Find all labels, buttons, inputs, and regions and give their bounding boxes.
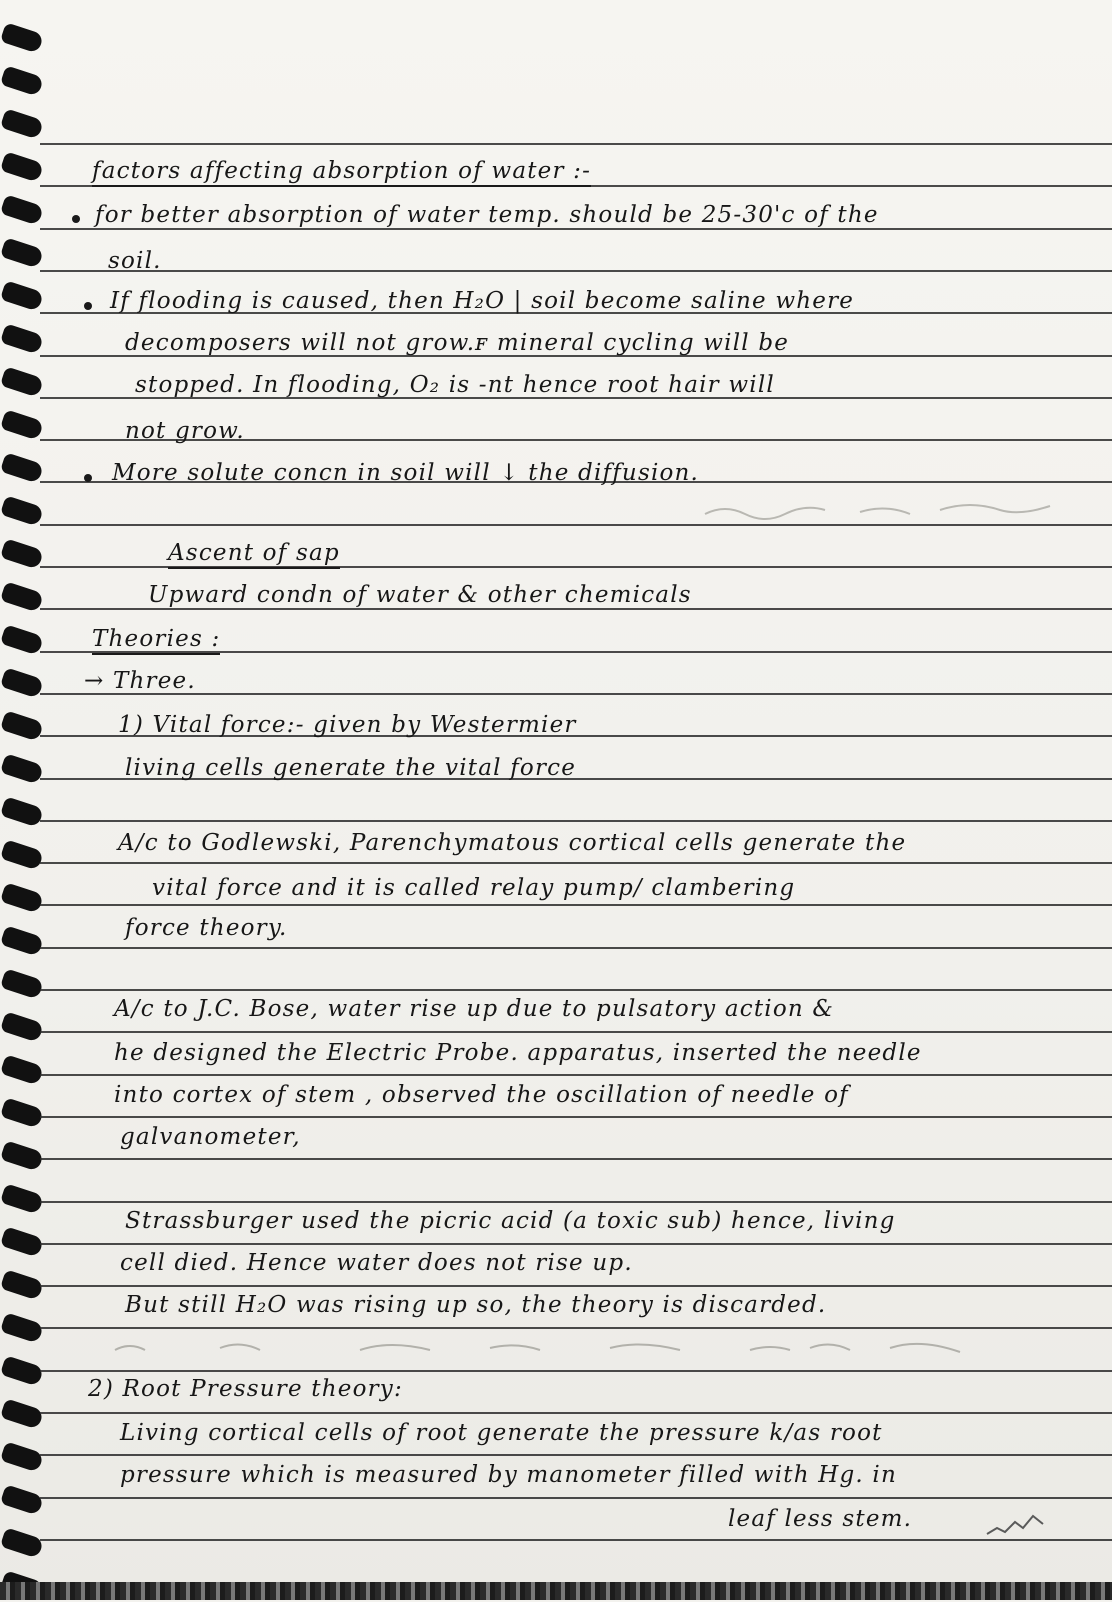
binding-ring [0,1398,44,1429]
binding-ring [0,1527,44,1558]
binding-ring [0,1269,44,1300]
label-text: Theories : [92,626,220,655]
bullet-dot [84,474,92,482]
ruled-line [40,270,1112,272]
binding-ring [0,1011,44,1042]
binding-ring [0,194,44,225]
ruled-line [40,693,1112,695]
note-line: leaf less stem. [728,1506,913,1532]
binding-ring [0,925,44,956]
ruled-line [40,1158,1112,1160]
binding-ring [0,624,44,655]
ruled-line [40,1285,1112,1287]
note-line: soil. [108,248,162,274]
ruled-line [40,228,1112,230]
note-line: not grow. [125,418,245,444]
theories-label [92,626,220,652]
note-line: cell died. Hence water does not rise up. [120,1250,633,1276]
note-line: A/c to Godlewski, Parenchymatous cortical cells generate the [118,830,907,856]
heading-text: factors affecting absorption of water :- [92,158,591,187]
note-line: vital force and it is called relay pump/ clambering [152,875,796,901]
binding-ring [0,323,44,354]
ruled-line [40,1327,1112,1329]
binding-ring [0,796,44,827]
page-bottom-edge [0,1582,1112,1600]
ruled-line [40,820,1112,822]
bleed-through-scribble [110,1336,1010,1362]
bullet-dot [72,215,80,223]
ruled-line [40,1031,1112,1033]
note-line: Living cortical cells of root generate the pressure k/as root [120,1420,883,1446]
note-line: force theory. [125,915,288,941]
binding-ring [0,1484,44,1515]
note-line: he designed the Electric Probe. apparatus, inserted the needle [114,1040,922,1066]
binding-ring [0,1140,44,1171]
heading-absorption-factors [92,158,591,184]
ruled-line [40,989,1112,991]
heading-text: Ascent of sap [168,540,340,569]
binding-ring [0,968,44,999]
theory1-title: 1) Vital force:- given by Westermier [118,712,577,738]
note-line: decomposers will not grow.ꜰ mineral cycling will be [125,330,790,356]
ruled-line [40,1201,1112,1203]
binding-ring [0,667,44,698]
binding-ring [0,538,44,569]
binding-ring [0,1355,44,1386]
note-line: If flooding is caused, then H₂O | soil become saline where [110,288,855,314]
ruled-line [40,608,1112,610]
binding-ring [0,581,44,612]
ruled-line [40,1116,1112,1118]
binding-ring [0,495,44,526]
binding-ring [0,452,44,483]
binding-ring [0,1441,44,1472]
note-line: → Three. [84,668,196,694]
ruled-line [40,1539,1112,1541]
bleed-through-scribble [700,498,1060,524]
binding-ring [0,280,44,311]
ruled-line [40,904,1112,906]
ruled-line [40,143,1112,145]
note-line: A/c to J.C. Bose, water rise up due to pulsatory action & [114,996,835,1022]
binding-ring [0,1054,44,1085]
binding-ring [0,753,44,784]
binding-ring [0,1312,44,1343]
binding-ring [0,1097,44,1128]
heading-ascent-of-sap [168,540,340,566]
ruled-line [40,1497,1112,1499]
binding-ring [0,1183,44,1214]
binding-ring [0,366,44,397]
note-line: galvanometer, [120,1124,301,1150]
bleed-through-scribble [985,1510,1055,1540]
note-line: living cells generate the vital force [125,755,577,781]
note-line: pressure which is measured by manometer filled with Hg. in [120,1462,897,1488]
note-line: for better absorption of water temp. should be 25-30'c of the [95,202,879,228]
ruled-line [40,524,1112,526]
binding-ring [0,409,44,440]
ruled-line [40,1370,1112,1372]
note-line: Upward condn of water & other chemicals [148,582,692,608]
binding-ring [0,1226,44,1257]
binding-ring [0,839,44,870]
ruled-line [40,1243,1112,1245]
binding-ring [0,65,44,96]
binding-ring [0,108,44,139]
bullet-dot [84,302,92,310]
binding-ring [0,237,44,268]
ruled-line [40,947,1112,949]
ruled-line [40,1412,1112,1414]
theory2-title: 2) Root Pressure theory: [88,1376,403,1402]
note-line: stopped. In flooding, O₂ is -nt hence root hair will [135,372,775,398]
note-line: But still H₂O was rising up so, the theory is discarded. [125,1292,827,1318]
note-line: More solute concn in soil will ↓ the diffusion. [112,460,700,486]
ruled-line [40,1454,1112,1456]
binding-ring [0,882,44,913]
binding-ring [0,710,44,741]
ruled-line [40,1074,1112,1076]
ruled-line [40,862,1112,864]
binding-ring [0,22,44,53]
binding-ring [0,151,44,182]
note-line: into cortex of stem , observed the oscillation of needle of [114,1082,849,1108]
note-line: Strassburger used the picric acid (a toxic sub) hence, living [125,1208,896,1234]
